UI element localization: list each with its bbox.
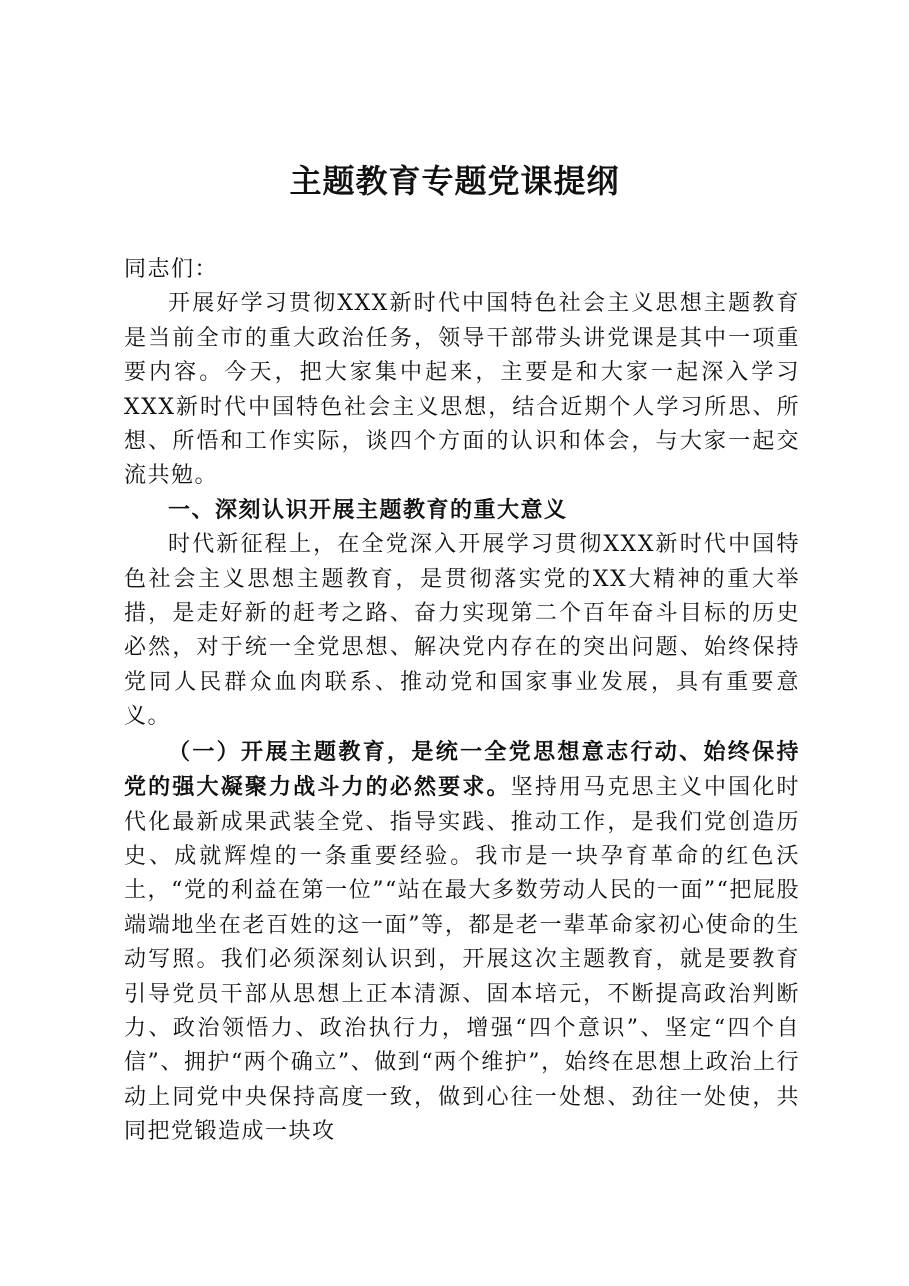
salutation: 同志们：: [124, 257, 219, 282]
section-paragraph: 时代新征程上，在全党深入开展学习贯彻XXX新时代中国特色社会主义思想主题教育，是贯彻落实党的XX大精神的重大举措，是走好新的赶考之路、奋力实现第二个百年奋斗目标的历史必然，对于统一全党思想、解决党内存在的突出问题、始终保持党同人民群众血肉联系、推动党和国家事业发展，具有重要意义。: [124, 532, 800, 730]
section-heading: 一、深刻认识开展主题教育的重大意义: [168, 497, 568, 523]
intro-paragraph: 开展好学习贯彻XXX新时代中国特色社会主义思想主题教育是当前全市的重大政治任务，领导干部带头讲党课是其中一项重要内容。今天，把大家集中起来，主要是和大家一起深入学习XXX新时代中国特色社会主义思想，结合近期个人学习所思、所想、所悟和工作实际，谈四个方面的认识和体会，与大家一起交流共勉。: [124, 291, 800, 489]
subsection-lead: （一）开展主题教育，是统一全党思想意志行动、始终保持党的强大凝聚力战斗力的必然要求。: [124, 738, 800, 801]
document-body: [124, 253, 800, 1150]
subsection-paragraph: [124, 735, 800, 1150]
subsection-text: 坚持用马克思主义中国化时代化最新成果武装全党、指导实践、推动工作，是我们党创造历史、成就辉煌的一条重要经验。我市是一块孕育革命的红色沃土，“党的利益在第一位”“站在最大多数劳动人民的一面”“把屁股端端地坐在老百姓的这一面”等，都是老一辈革命家初心使命的生动写照。我们必须深刻认识到，开展这次主题教育，就是要教育引导党员干部从思想上正本清源、固本培元，不断提高政治判断力、政治领悟力、政治执行力，增强“四个意识”、坚定“四个自信”、拥护“两个确立”、做到“两个维护”，始终在思想上政治上行动上同党中央保持高度一致，做到心往一处想、劲往一处使，共同把党锻造成一块攻: [124, 775, 800, 1145]
document-title: 主题教育专题党课提纲: [289, 162, 620, 200]
